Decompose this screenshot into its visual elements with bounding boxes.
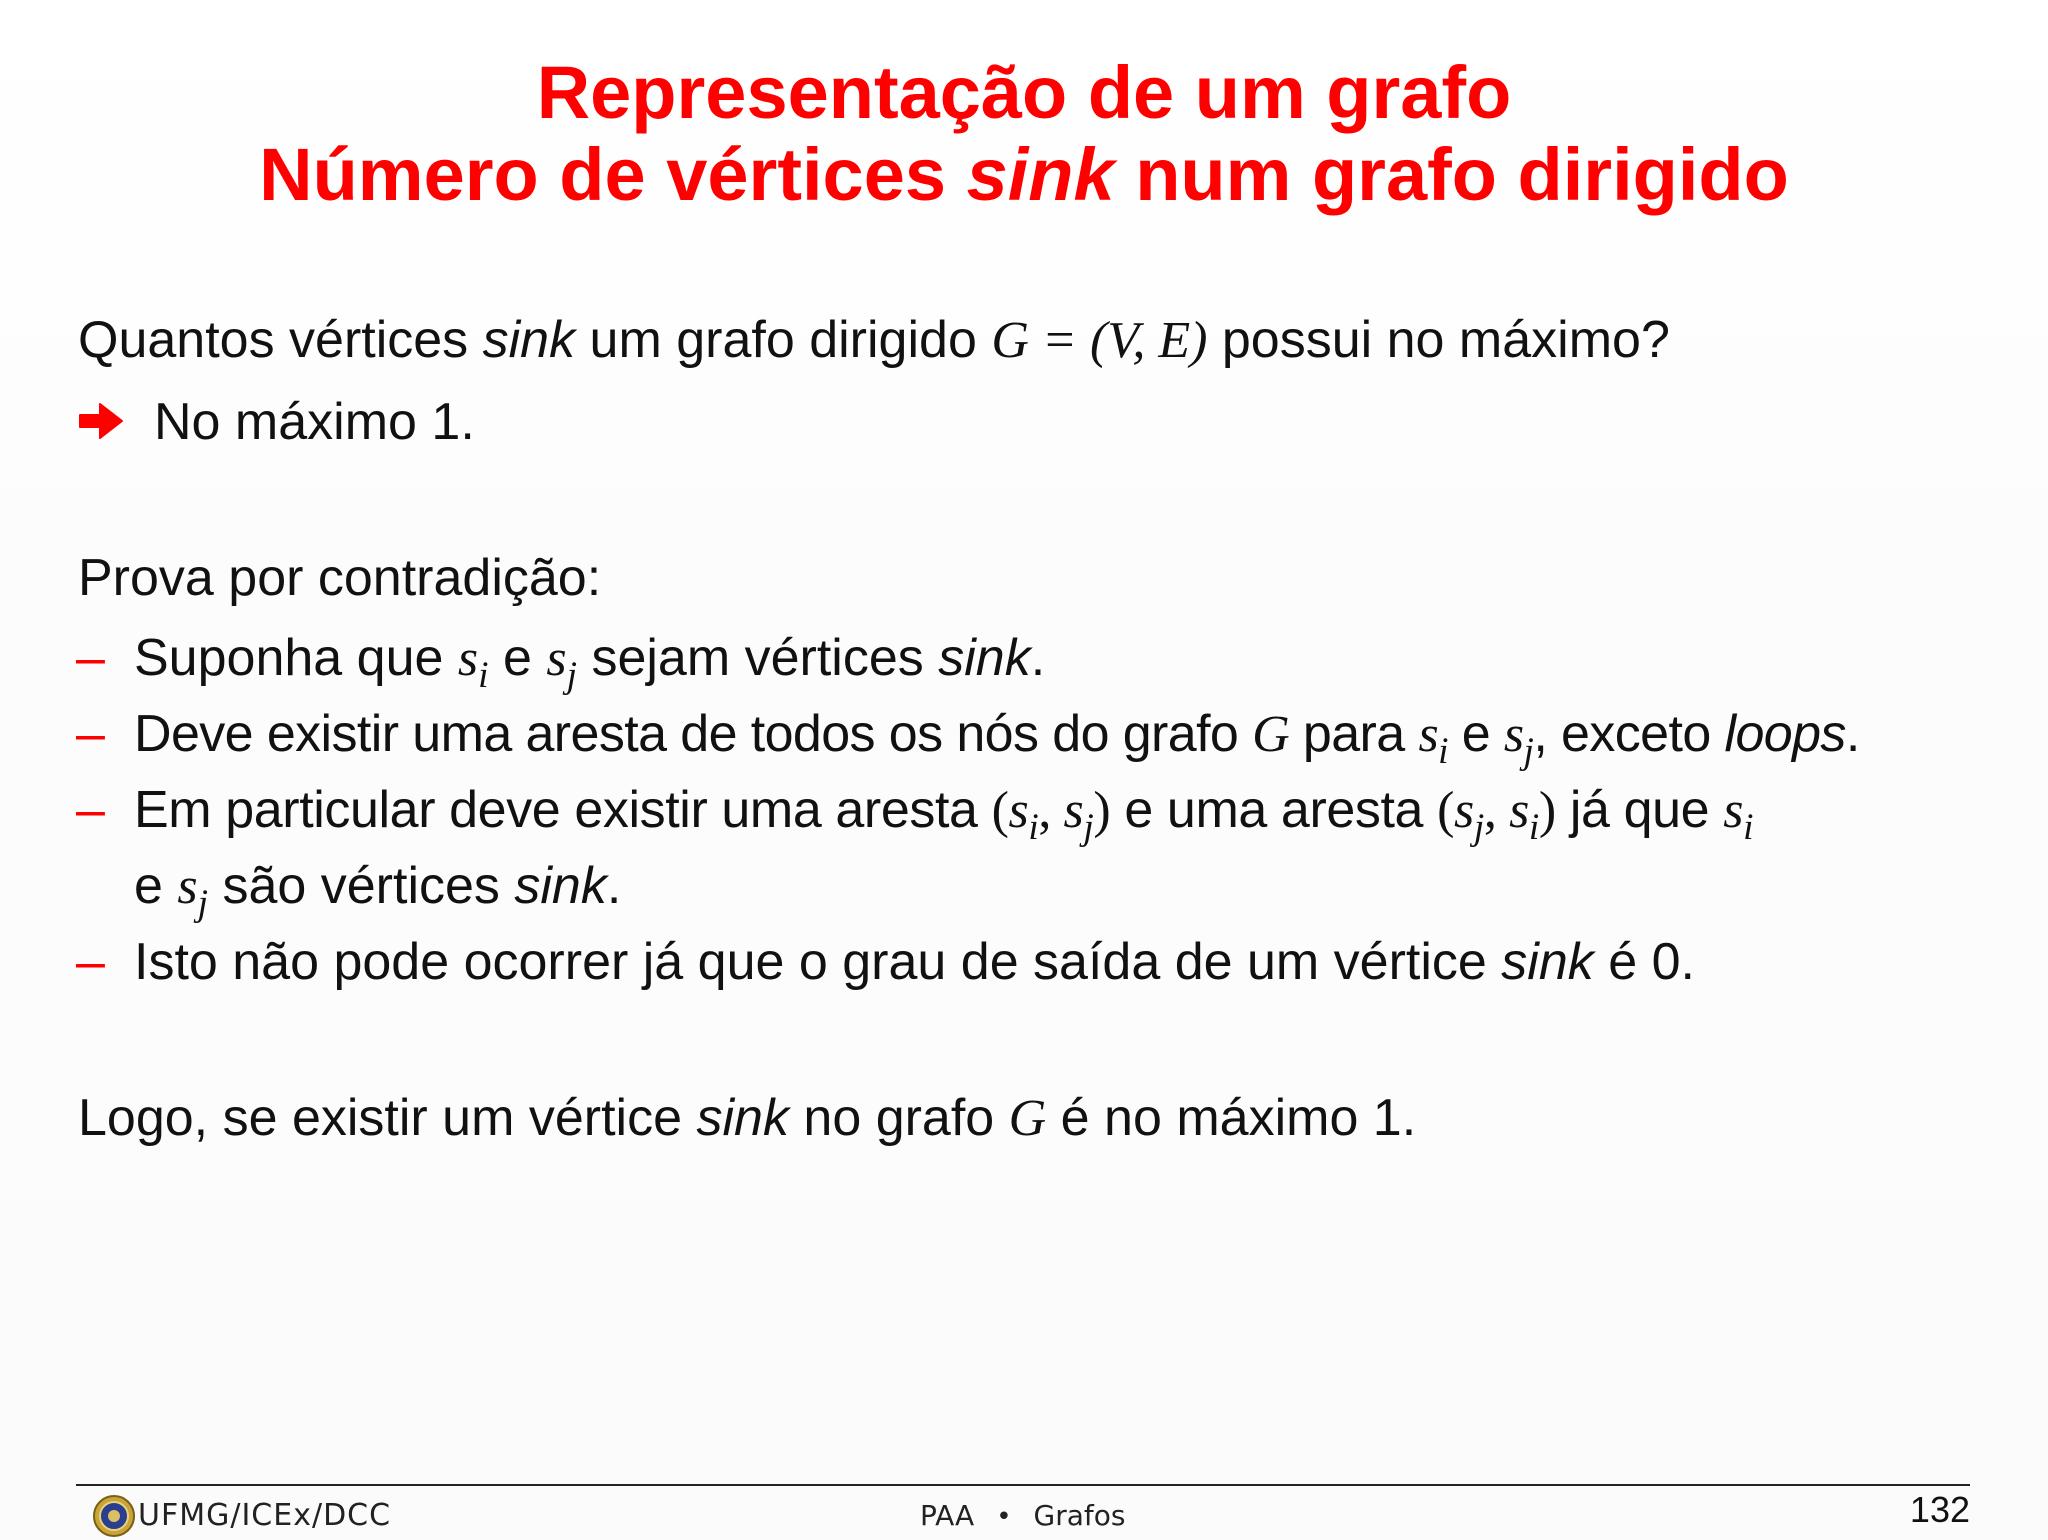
subscript-i: i: [1743, 806, 1754, 848]
bullet-dash: –: [76, 933, 105, 991]
page-number: 132: [1909, 1489, 1970, 1530]
right-arrow-icon: [76, 396, 126, 446]
italic-term: sink: [938, 629, 1031, 687]
subscript-j: j: [1523, 730, 1534, 772]
text: Isto não pode ocorrer já que o grau de saída de um vértice: [134, 933, 1502, 991]
text: .: [1030, 629, 1046, 687]
bullet-3-line1: [134, 778, 1754, 848]
math-s: s: [1503, 706, 1524, 763]
bullet-4: [134, 930, 1695, 994]
text: para: [1289, 705, 1419, 763]
footer-separator: •: [996, 1502, 1012, 1532]
text: Suponha que: [134, 629, 458, 687]
text: e: [488, 629, 547, 687]
text: e uma aresta: [1110, 781, 1438, 839]
footer-topic: Grafos: [1033, 1499, 1126, 1532]
text: e: [134, 857, 178, 915]
text: são vértices: [208, 857, 515, 915]
conclusion-line: [78, 1086, 1416, 1151]
subscript-j: j: [566, 654, 577, 696]
text: é 0.: [1593, 933, 1695, 991]
math-s: s: [1454, 782, 1474, 839]
math-s: s: [1509, 782, 1529, 839]
text: já que: [1555, 781, 1724, 839]
subscript-i: i: [1528, 806, 1539, 848]
bullet-dash: –: [76, 705, 105, 763]
subscript-j: j: [197, 882, 209, 924]
text: Em particular deve existir uma aresta: [134, 781, 992, 839]
math-s: s: [1418, 706, 1439, 763]
italic-term: sink: [1501, 933, 1594, 991]
subscript-i: i: [1028, 806, 1039, 848]
subscript-i: i: [1438, 730, 1448, 772]
italic-term: sink: [514, 857, 607, 915]
university-seal-icon: [92, 1494, 136, 1538]
title-text: Número de vértices: [259, 133, 967, 216]
subscript-i: i: [478, 654, 489, 696]
text: no grafo: [788, 1089, 1009, 1147]
title-text: num grafo dirigido: [1114, 133, 1789, 216]
footer-institution: UFMG/ICEx/DCC: [138, 1498, 392, 1533]
math-s: s: [1723, 782, 1744, 839]
subscript-j: j: [1473, 806, 1484, 848]
subscript-j: j: [1083, 806, 1094, 848]
text: é no máximo 1.: [1046, 1089, 1417, 1147]
title-italic-term: sink: [966, 133, 1115, 216]
footer-course-code: PAA: [920, 1499, 975, 1532]
bullet-dash: –: [76, 629, 105, 687]
bullet-2: [134, 702, 1860, 772]
math-graph-definition: G = (V, E): [991, 312, 1208, 369]
text: Logo, se existir um vértice: [78, 1089, 697, 1147]
math-paren: (: [1437, 782, 1455, 839]
text: Quantos vértices: [78, 311, 483, 369]
bullet-3-line2: [134, 854, 622, 924]
text: um grafo dirigido: [575, 311, 992, 369]
italic-term: sink: [482, 311, 576, 369]
text: possui no máximo?: [1207, 311, 1670, 369]
bullet-dash: –: [76, 781, 105, 839]
footer-divider: [76, 1484, 1970, 1486]
math-paren: ): [1538, 782, 1556, 839]
math-s: s: [1008, 782, 1029, 839]
math-paren: (: [991, 782, 1009, 839]
math-comma: ,: [1483, 782, 1510, 839]
text: .: [606, 857, 622, 915]
math-s: s: [546, 630, 567, 687]
math-s: s: [1063, 782, 1084, 839]
answer-text: No máximo 1.: [154, 393, 475, 451]
math-paren: ): [1093, 782, 1111, 839]
text: sejam vértices: [577, 629, 939, 687]
slide-title-line2: [0, 134, 2048, 216]
text: , exceto: [1533, 705, 1725, 763]
text: e: [1447, 705, 1504, 763]
text: .: [1845, 705, 1860, 763]
math-G: G: [1008, 1090, 1047, 1147]
proof-heading: Prova por contradição:: [78, 549, 602, 607]
italic-term: loops: [1724, 705, 1846, 763]
text: Deve existir uma aresta de todos os nós do grafo: [134, 705, 1253, 763]
question-line: [78, 308, 1670, 373]
math-G: G: [1252, 706, 1290, 763]
italic-term: sink: [696, 1089, 789, 1147]
slide-title-line1: Representação de um grafo: [536, 51, 1512, 134]
math-s: s: [177, 858, 198, 915]
math-s: s: [457, 630, 479, 687]
math-comma: ,: [1038, 782, 1064, 839]
footer-course: [920, 1496, 1125, 1537]
bullet-1: [134, 626, 1046, 696]
